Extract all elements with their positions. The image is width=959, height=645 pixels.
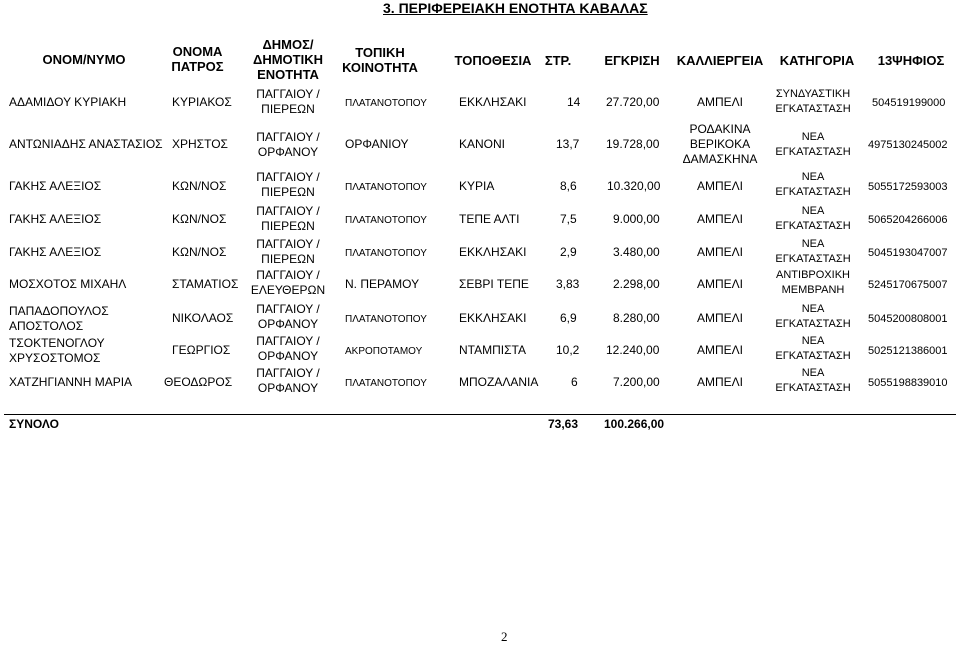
cell-dimos <box>248 130 328 160</box>
total-approval: 100.266,00 <box>604 417 665 431</box>
cell-crop: ΑΜΠΕΛΙ <box>697 375 744 389</box>
cell-father: ΚΥΡΙΑΚΟΣ <box>172 95 232 109</box>
cell-topiki: ΠΛΑΤΑΝΟΤΟΠΟΥ <box>345 182 427 193</box>
cell-afm: 5055172593003 <box>868 181 948 193</box>
cell-dimos-line1: ΠΑΓΓΑΙΟΥ / <box>256 366 320 380</box>
cell-dimos-line1: ΠΑΓΓΑΙΟΥ / <box>256 268 320 282</box>
cell-father: ΣΤΑΜΑΤΙΟΣ <box>172 277 239 291</box>
cell-afm: 5045193047007 <box>868 247 948 259</box>
cell-str: 6,9 <box>560 311 577 325</box>
cell-afm: 5055198839010 <box>868 377 948 389</box>
cell-name: ΓΑΚΗΣ ΑΛΕΞΙΟΣ <box>9 179 102 193</box>
cell-str: 10,2 <box>556 343 580 357</box>
cell-category-line1: ΝΕΑ <box>801 238 825 250</box>
cell-category-line2: ΕΓΚΑΤΑΣΤΑΣΗ <box>775 103 851 115</box>
cell-category <box>766 170 860 200</box>
cell-approval: 9.000,00 <box>613 212 660 226</box>
cell-dimos-line1: ΠΑΓΓΑΙΟΥ / <box>256 87 320 101</box>
cell-afm: 5025121386001 <box>868 345 948 357</box>
cell-approval: 19.728,00 <box>606 137 660 151</box>
cell-dimos <box>248 268 328 298</box>
cell-name: ΧΑΤΖΗΓΙΑΝΝΗ ΜΑΡΙΑ <box>9 375 133 389</box>
cell-category-line2: ΕΓΚΑΤΑΣΤΑΣΗ <box>775 382 851 394</box>
cell-str: 8,6 <box>560 179 577 193</box>
cell-category-line2: ΕΓΚΑΤΑΣΤΑΣΗ <box>775 318 851 330</box>
cell-name-line2: ΑΠΟΣΤΟΛΟΣ <box>9 319 84 333</box>
cell-approval: 10.320,00 <box>607 179 661 193</box>
cell-category <box>766 237 860 267</box>
cell-dimos-line1: ΠΑΓΓΑΙΟΥ / <box>256 334 320 348</box>
header-father <box>160 44 235 74</box>
cell-category <box>766 130 860 160</box>
cell-category-line1: ΝΕΑ <box>801 335 825 347</box>
cell-dimos-line2: ΠΙΕΡΕΩΝ <box>261 252 315 266</box>
cell-category <box>766 204 860 234</box>
header-topiki-line1: ΤΟΠΙΚΗ <box>355 45 405 60</box>
cell-name-line1: ΠΑΠΑΔΟΠΟΥΛΟΣ <box>9 304 109 318</box>
header-crop: ΚΑΛΛΙΕΡΓΕΙΑ <box>676 53 764 68</box>
cell-crop-line1: ΡΟΔΑΚΙΝΑ <box>689 122 751 136</box>
cell-dimos-line2: ΟΡΦΑΝΟΥ <box>257 317 319 331</box>
cell-dimos-line2: ΕΛΕΥΘΕΡΩΝ <box>250 283 326 297</box>
total-label: ΣΥΝΟΛΟ <box>9 417 59 431</box>
cell-dimos <box>248 170 328 200</box>
cell-category <box>766 87 860 117</box>
cell-crop: ΑΜΠΕΛΙ <box>697 245 744 259</box>
cell-crop: ΑΜΠΕΛΙ <box>697 277 744 291</box>
cell-crop: ΑΜΠΕΛΙ <box>697 311 744 325</box>
cell-dimos-line2: ΠΙΕΡΕΩΝ <box>261 102 315 116</box>
cell-afm: 5045200808001 <box>868 313 948 325</box>
cell-str: 3,83 <box>556 277 580 291</box>
header-name: ΟΝΟΜ/ΝΥΜΟ <box>42 52 126 67</box>
cell-category-line2: ΜΕΜΒΡΑΝΗ <box>781 284 845 296</box>
cell-father: ΘΕΟΔΩΡΟΣ <box>164 375 233 389</box>
cell-category <box>766 268 860 298</box>
cell-name <box>9 336 105 366</box>
cell-afm: 5065204266006 <box>868 214 948 226</box>
cell-category-line1: ΝΕΑ <box>801 303 825 315</box>
cell-name: ΓΑΚΗΣ ΑΛΕΞΙΟΣ <box>9 245 102 259</box>
cell-location: ΕΚΚΛΗΣΑΚΙ <box>459 311 527 325</box>
header-father-line1: ΟΝΟΜΑ <box>172 44 223 59</box>
cell-crop: ΑΜΠΕΛΙ <box>697 212 744 226</box>
header-dimos-line3: ΕΝΟΤΗΤΑ <box>257 67 319 82</box>
cell-father: ΚΩΝ/ΝΟΣ <box>172 245 227 259</box>
cell-approval: 7.200,00 <box>613 375 660 389</box>
cell-name-line1: ΤΣΟΚΤΕΝΟΓΛΟΥ <box>9 336 105 350</box>
header-location: ΤΟΠΟΘΕΣΙΑ <box>454 53 532 68</box>
header-father-line2: ΠΑΤΡΟΣ <box>171 59 224 74</box>
cell-topiki: ΠΛΑΤΑΝΟΤΟΠΟΥ <box>345 314 427 325</box>
cell-crop-line2: ΒΕΡΙΚΟΚΑ <box>689 137 751 151</box>
cell-str: 13,7 <box>556 137 580 151</box>
cell-location: ΚΑΝΟΝΙ <box>459 137 506 151</box>
cell-topiki: ΠΛΑΤΑΝΟΤΟΠΟΥ <box>345 248 427 259</box>
cell-category <box>766 366 860 396</box>
cell-location: ΕΚΚΛΗΣΑΚΙ <box>459 245 527 259</box>
header-str: ΣΤΡ. <box>544 53 572 68</box>
cell-crop: ΑΜΠΕΛΙ <box>697 95 744 109</box>
cell-name: ΑΝΤΩΝΙΑΔΗΣ ΑΝΑΣΤΑΣΙΟΣ <box>9 137 163 151</box>
cell-crop <box>673 122 767 167</box>
cell-dimos-line1: ΠΑΓΓΑΙΟΥ / <box>256 204 320 218</box>
cell-category <box>766 302 860 332</box>
cell-topiki: ΑΚΡΟΠΟΤΑΜΟΥ <box>345 346 423 357</box>
cell-location: ΝΤΑΜΠΙΣΤΑ <box>459 343 526 357</box>
cell-father: ΧΡΗΣΤΟΣ <box>172 137 228 151</box>
cell-category-line1: ΑΝΤΙΒΡΟΧΙΚΗ <box>776 269 850 281</box>
cell-location: ΜΠΟΖΑΛΑΝΙΑ <box>459 375 539 389</box>
cell-approval: 12.240,00 <box>606 343 660 357</box>
cell-category-line2: ΕΓΚΑΤΑΣΤΑΣΗ <box>775 186 851 198</box>
cell-father: ΓΕΩΡΓΙΟΣ <box>172 343 231 357</box>
header-dimos <box>248 37 328 82</box>
cell-dimos-line1: ΠΑΓΓΑΙΟΥ / <box>256 170 320 184</box>
cell-category-line2: ΕΓΚΑΤΑΣΤΑΣΗ <box>775 350 851 362</box>
cell-dimos-line2: ΟΡΦΑΝΟΥ <box>257 349 319 363</box>
cell-name: ΓΑΚΗΣ ΑΛΕΞΙΟΣ <box>9 212 102 226</box>
cell-dimos <box>248 366 328 396</box>
header-afm: 13ΨΗΦΙΟΣ <box>877 53 945 68</box>
cell-dimos <box>248 87 328 117</box>
cell-father: ΝΙΚΟΛΑΟΣ <box>172 311 234 325</box>
cell-category-line2: ΕΓΚΑΤΑΣΤΑΣΗ <box>775 146 851 158</box>
cell-dimos-line2: ΟΡΦΑΝΟΥ <box>257 381 319 395</box>
cell-str: 14 <box>567 95 581 109</box>
cell-str: 7,5 <box>560 212 577 226</box>
cell-father: ΚΩΝ/ΝΟΣ <box>172 212 227 226</box>
cell-location: ΣΕΒΡΙ ΤΕΠΕ <box>459 277 529 291</box>
cell-name: ΜΟΣΧΟΤΟΣ ΜΙΧΑΗΛ <box>9 277 127 291</box>
cell-approval: 27.720,00 <box>606 95 660 109</box>
page-number: 2 <box>501 629 508 644</box>
cell-dimos-line1: ΠΑΓΓΑΙΟΥ / <box>256 130 320 144</box>
cell-topiki: ΠΛΑΤΑΝΟΤΟΠΟΥ <box>345 98 427 109</box>
cell-approval: 8.280,00 <box>613 311 660 325</box>
cell-category <box>766 334 860 364</box>
cell-location: ΚΥΡΙΑ <box>459 179 495 193</box>
cell-crop-line3: ΔΑΜΑΣΚΗΝΑ <box>682 152 758 166</box>
cell-dimos-line2: ΠΙΕΡΕΩΝ <box>261 219 315 233</box>
cell-topiki: ΠΛΑΤΑΝΟΤΟΠΟΥ <box>345 215 427 226</box>
cell-topiki: Ν. ΠΕΡΑΜΟΥ <box>345 277 420 291</box>
header-dimos-line1: ΔΗΜΟΣ/ <box>262 37 314 52</box>
cell-father: ΚΩΝ/ΝΟΣ <box>172 179 227 193</box>
cell-topiki: ΠΛΑΤΑΝΟΤΟΠΟΥ <box>345 378 427 389</box>
cell-dimos-line2: ΟΡΦΑΝΟΥ <box>257 145 319 159</box>
cell-afm: 5245170675007 <box>868 279 948 291</box>
cell-crop: ΑΜΠΕΛΙ <box>697 343 744 357</box>
cell-afm: 4975130245002 <box>868 139 948 151</box>
cell-category-line1: ΝΕΑ <box>801 367 825 379</box>
cell-dimos-line1: ΠΑΓΓΑΙΟΥ / <box>256 237 320 251</box>
cell-category-line2: ΕΓΚΑΤΑΣΤΑΣΗ <box>775 220 851 232</box>
cell-approval: 3.480,00 <box>613 245 660 259</box>
cell-dimos <box>248 334 328 364</box>
total-separator <box>4 414 956 415</box>
cell-name <box>9 304 109 334</box>
cell-dimos <box>248 204 328 234</box>
cell-dimos <box>248 302 328 332</box>
cell-name-line2: ΧΡΥΣΟΣΤΟΜΟΣ <box>9 351 101 365</box>
cell-location: ΕΚΚΛΗΣΑΚΙ <box>459 95 527 109</box>
cell-str: 2,9 <box>560 245 577 259</box>
header-category: ΚΑΤΗΓΟΡΙΑ <box>779 53 855 68</box>
header-topiki-line2: ΚΟΙΝΟΤΗΤΑ <box>342 60 418 75</box>
header-dimos-line2: ΔΗΜΟΤΙΚΗ <box>252 52 323 67</box>
cell-name: ΑΔΑΜΙΔΟΥ ΚΥΡΙΑΚΗ <box>9 95 127 109</box>
total-str: 73,63 <box>548 417 579 431</box>
page-title: 3. ΠΕΡΙΦΕΡΕΙΑΚΗ ΕΝΟΤΗΤΑ ΚΑΒΑΛΑΣ <box>383 0 648 16</box>
cell-dimos <box>248 237 328 267</box>
cell-category-line1: ΣΥΝΔΥΑΣΤΙΚΗ <box>775 88 851 100</box>
cell-dimos-line1: ΠΑΓΓΑΙΟΥ / <box>256 302 320 316</box>
cell-category-line1: ΝΕΑ <box>801 171 825 183</box>
cell-topiki: ΟΡΦΑΝΙΟΥ <box>345 137 409 151</box>
cell-category-line2: ΕΓΚΑΤΑΣΤΑΣΗ <box>775 253 851 265</box>
cell-category-line1: ΝΕΑ <box>801 131 825 143</box>
header-topiki <box>340 45 420 75</box>
cell-category-line1: ΝΕΑ <box>801 205 825 217</box>
cell-dimos-line2: ΠΙΕΡΕΩΝ <box>261 185 315 199</box>
cell-crop: ΑΜΠΕΛΙ <box>697 179 744 193</box>
cell-afm: 504519199000 <box>872 97 946 109</box>
header-approval: ΕΓΚΡΙΣΗ <box>604 53 660 68</box>
cell-approval: 2.298,00 <box>613 277 660 291</box>
cell-str: 6 <box>571 375 578 389</box>
cell-location: ΤΕΠΕ ΑΛΤΙ <box>459 212 520 226</box>
